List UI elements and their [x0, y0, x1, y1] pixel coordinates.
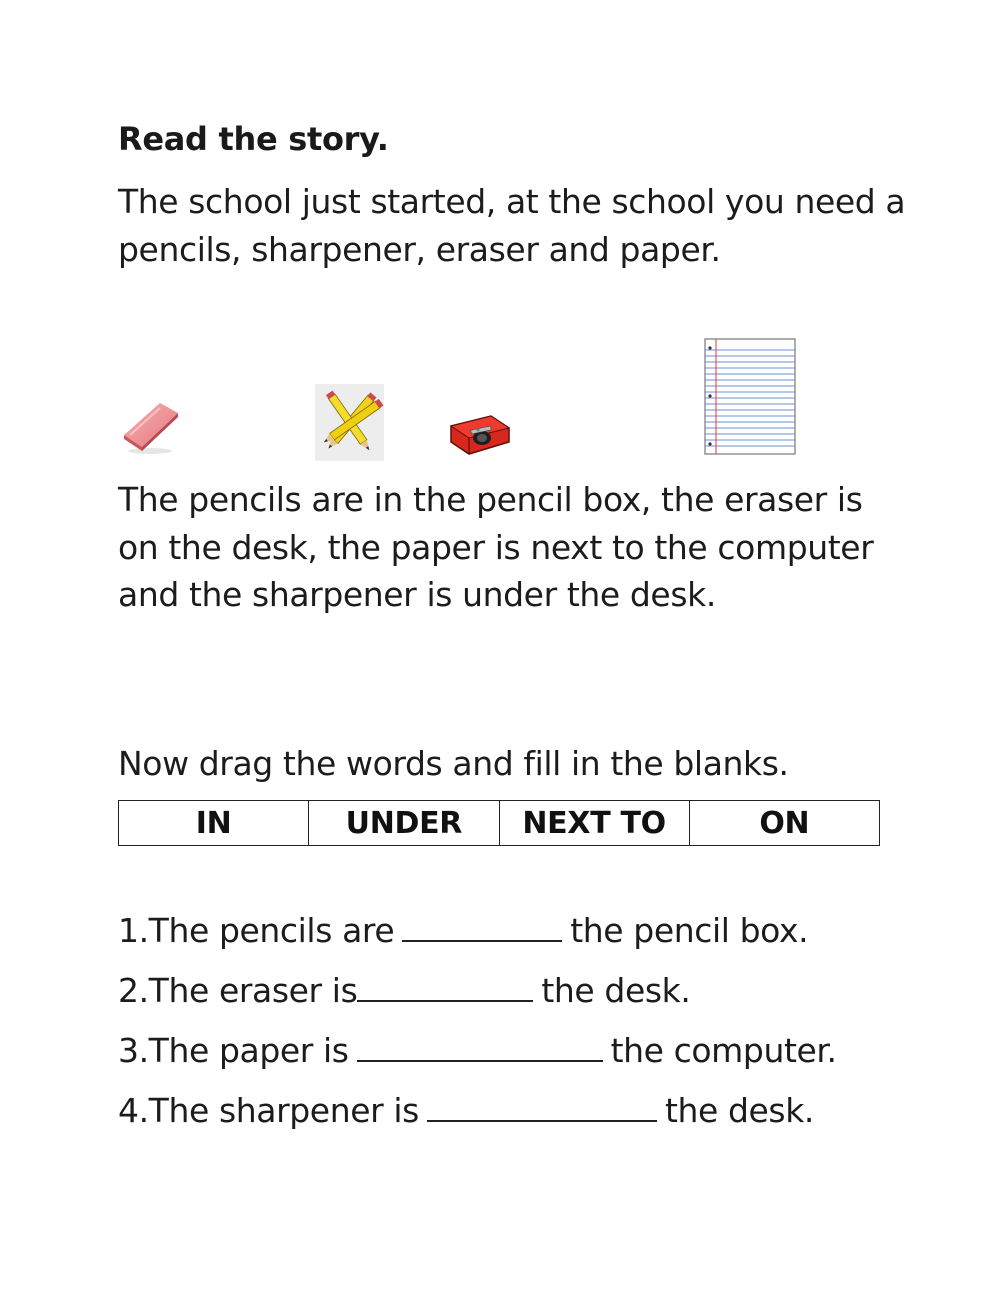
blank-1[interactable] — [402, 910, 562, 942]
word-next-to[interactable]: NEXT TO — [499, 801, 689, 846]
sentence-1-before: 1.The pencils are — [118, 911, 395, 950]
blank-3[interactable] — [357, 1030, 603, 1062]
story-paragraph: The pencils are in the pencil box, the eraser is on the desk, the paper is next to the computer and the sharpener is under the desk. — [118, 480, 874, 614]
eraser-icon — [120, 395, 182, 457]
sentence-3-after: the computer. — [610, 1031, 837, 1070]
sentence-1-after: the pencil box. — [570, 911, 809, 950]
sentence-3-before: 3.The paper is — [118, 1031, 349, 1070]
sentence-1 — [118, 910, 808, 951]
page-heading: Read the story. — [118, 120, 389, 158]
word-in[interactable]: IN — [119, 801, 309, 846]
word-on[interactable]: ON — [689, 801, 879, 846]
blank-2[interactable] — [357, 970, 533, 1002]
sentence-2 — [118, 970, 690, 1011]
word-bank — [118, 800, 880, 846]
pencils-icon — [315, 384, 384, 461]
intro-paragraph: The school just started, at the school you need a pencils, sharpener, eraser and paper. — [118, 182, 906, 269]
word-under[interactable]: UNDER — [309, 801, 499, 846]
sentence-2-after: the desk. — [541, 971, 691, 1010]
sentence-3 — [118, 1030, 837, 1071]
sentence-4 — [118, 1090, 814, 1131]
sentence-2-before: 2.The eraser is — [118, 971, 358, 1010]
sentence-4-after: the desk. — [664, 1091, 815, 1130]
blank-4[interactable] — [427, 1090, 657, 1122]
instruction-text: Now drag the words and fill in the blanks. — [118, 744, 789, 783]
lined-paper-icon — [704, 338, 796, 455]
sharpener-icon — [445, 408, 513, 458]
sentence-4-before: 4.The sharpener is — [118, 1091, 419, 1130]
